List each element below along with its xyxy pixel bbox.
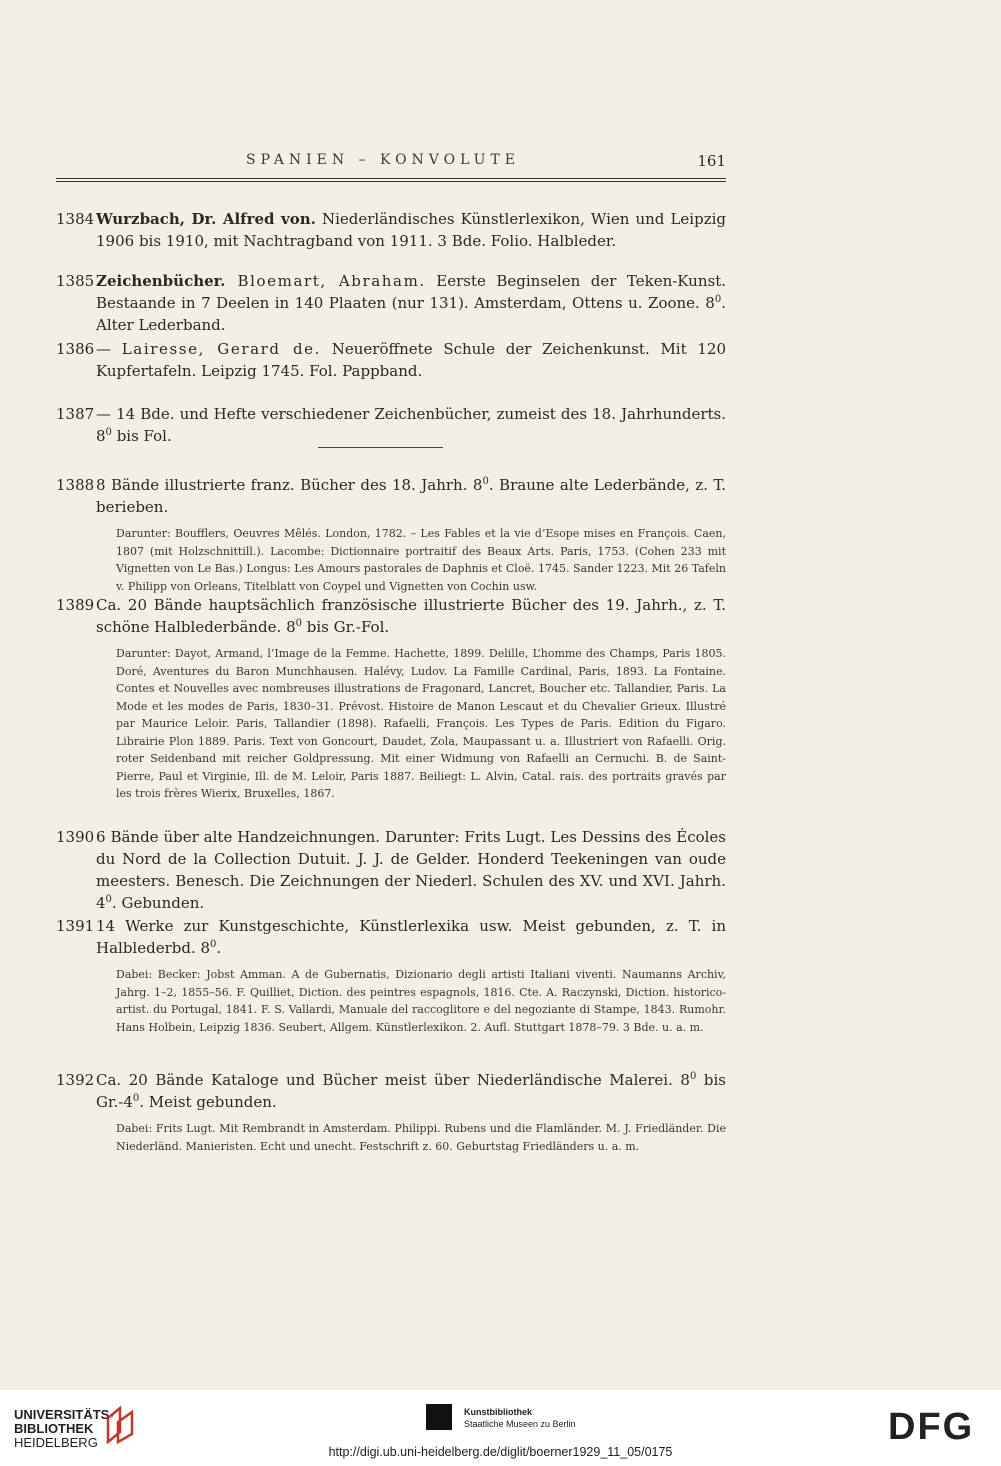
entry-body-end: . Meist gebunden. [139, 1093, 277, 1111]
entry-body-end: bis Fol. [111, 427, 172, 445]
entry-text [96, 594, 726, 638]
lot-number: 1391 [56, 917, 95, 935]
section-separator [318, 447, 443, 448]
catalog-entry-1388 [56, 474, 726, 595]
lot-number: 1386 [56, 340, 95, 358]
entry-dash: — [96, 340, 122, 358]
degree-mark: 0 [482, 476, 489, 487]
degree-mark: 0 [689, 1071, 697, 1082]
degree-mark: 0 [210, 939, 217, 950]
catalog-entry-1390 [56, 826, 726, 914]
catalog-entry-1391 [56, 915, 726, 1036]
lot-number: 1384 [56, 210, 95, 228]
entry-body: 6 Bände über alte Handzeichnungen. Darunter: Frits Lugt. Les Dessins des Écoles du Nord de la Collection Dutuit. J. J. de Gelder. Honderd Teekeningen van oude meesters. Benesch. Die Zeichnungen der Niederl. Schulen des XV. und XVI. Jahrh. 4 [96, 828, 726, 912]
lot-number: 1392 [56, 1071, 95, 1089]
entry-note: Dabei: Becker: Jobst Amman. A de Gubernatis, Dizionario degli artisti Italiani viventi. Naumanns Archiv, Jahrg. 1–2, 1855–56. F. Quilliet, Diction. des peintres espagnols, 1816. Cte. A. Raczynski, Diction. historico-artist. du Portugal, 1841. F. S. Vallardi, Manuale del raccoglitore e del negoziante di Stampe, 1843. Rumohr. Hans Holbein, Leipzig 1836. Seubert, Allgem. Künstlerlexikon. 2. Aufl. Stuttgart 1878–79. 3 Bde. u. a. m. [116, 968, 726, 1034]
ub-line-2: BIBLIOTHEK [14, 1421, 94, 1436]
entry-body: — 14 Bde. und Hefte verschiedener Zeichenbücher, zumeist des 18. Jahrhunderts. 8 [96, 405, 726, 445]
entry-text [96, 208, 726, 252]
entry-body: 14 Werke zur Kunstgeschichte, Künstlerlexika usw. Meist gebunden, z. T. in Halblederbd. 8 [96, 917, 726, 957]
catalog-entry-1387 [56, 403, 726, 447]
entry-author: Bloemart, Abraham. [225, 272, 426, 290]
lot-number: 1385 [56, 272, 95, 290]
running-title: SPANIEN – KONVOLUTE [246, 152, 521, 168]
entry-body-end: . Alter Lederband. [96, 294, 726, 334]
entry-body: Ca. 20 Bände Kataloge und Bücher meist über Niederländische Malerei. 8 [96, 1071, 690, 1089]
degree-mark: 0 [105, 894, 112, 905]
degree-mark: 0 [105, 427, 112, 438]
entry-body-end: bis Gr.-Fol. [301, 618, 390, 636]
lot-number: 1387 [56, 405, 95, 423]
entry-body-end: . [216, 939, 222, 957]
page-number: 161 [697, 152, 726, 170]
catalog-entry-1384 [56, 208, 726, 252]
entry-text [96, 826, 726, 914]
entry-note: Darunter: Dayot, Armand, l’Image de la Femme. Hachette, 1899. Delille, L’homme des Champs, Paris 1805. Doré, Aventures du Baron Munchhausen. Halévy, Ludov. La Famille Cardinal, Paris, 1893. La Fontaine. Contes et Nouvelles avec nombreuses illustrations de Fragonard, Lancret, Boucher etc. Tallandier, Paris. La Mode et les modes de Paris, 1830–31. Prévost. Histoire de Manon Lescaut et du Chevalier Grieux. Illustré par Maurice Leloir. Paris, Tallandier (1898). Rafaelli, François. Les Types de Paris. Edition du Figaro. Librairie Plon 1889. Paris. Text von Goncourt, Daudet, Zola, Maupassant u. a. Illustriert von Rafaelli. Orig. roter Seidenband mit reicher Goldpressung. Mit einer Widmung von Rafaelli an Cernuchi. B. de Saint-Pierre, Paul et Virginie, Ill. de M. Leloir, Paris 1887. Beiliegt: L. Alvin, Catal. rais. des portraits gravés par les trois frères Wierix, Bruxelles, 1867. [116, 647, 726, 800]
entry-text [96, 474, 726, 518]
lot-number: 1388 [56, 476, 95, 494]
ub-line-1: UNIVERSITÄTS- [14, 1407, 114, 1422]
lot-number: 1389 [56, 596, 95, 614]
entry-text [96, 403, 726, 447]
entry-body-mid: bis Gr.-4 [96, 1071, 726, 1111]
ub-line-3: HEIDELBERG [14, 1435, 98, 1450]
ub-heidelberg-logo-icon [104, 1404, 140, 1444]
entry-text [96, 1069, 726, 1113]
footer-bar [0, 1390, 1001, 1466]
degree-mark: 0 [714, 294, 722, 305]
kb-line-1: Kunstbibliothek [464, 1407, 532, 1417]
permalink-url[interactable]: http://digi.ub.uni-heidelberg.de/diglit/boerner1929_11_05/0175 [328, 1445, 673, 1459]
entry-body: Eerste Beginselen der Teken-Kunst. Bestaande in 7 Deelen in 140 Plaaten (nur 131). Amsterdam, Ottens u. Zoone. 8 [96, 272, 726, 312]
kunstbibliothek-logo-icon [426, 1404, 452, 1430]
entry-text [96, 915, 726, 959]
dfg-logo[interactable]: DFG [888, 1406, 975, 1448]
catalog-entry-1386 [56, 338, 726, 382]
header-rule-top [56, 178, 726, 179]
entry-text [96, 270, 726, 336]
kb-line-2: Staatliche Museen zu Berlin [464, 1419, 576, 1429]
degree-mark: 0 [132, 1093, 140, 1104]
entry-body: Ca. 20 Bände hauptsächlich französische illustrierte Bücher des 19. Jahrh., z. T. schöne Halblederbände. 8 [96, 596, 726, 636]
entry-body-end: . Gebunden. [111, 894, 205, 912]
lot-number: 1390 [56, 828, 95, 846]
entry-note: Darunter: Boufflers, Oeuvres Mêlés. London, 1782. – Les Fables et la vie d’Esope mises en François. Caen, 1807 (mit Holzschnittill.). Lacombe: Dictionnaire portraitif des Beaux Arts. Paris, 1753. (Cohen 233 mit Vignetten von Le Bas.) Longus: Les Amours pastorales de Daphnis et Cloë. 1745. Sander 1223. Mit 26 Tafeln v. Philipp von Orleans, Titelblatt von Coypel und Vignetten von Cochin usw. [116, 527, 726, 593]
entry-body: Neueröffnete Schule der Zeichenkunst. Mit 120 Kupfertafeln. Leipzig 1745. Fol. Pappband. [96, 340, 727, 380]
entry-text [96, 338, 726, 382]
entry-body: Niederländisches Künstlerlexikon, Wien und Leipzig 1906 bis 1910, mit Nachtragband von 1911. 3 Bde. Folio. Halbleder. [96, 210, 727, 250]
kunstbibliothek-logo-text[interactable] [464, 1406, 576, 1430]
degree-mark: 0 [295, 618, 302, 629]
ub-heidelberg-logo-text[interactable] [14, 1408, 114, 1450]
entry-body: 8 Bände illustrierte franz. Bücher des 18. Jahrh. 8 [96, 476, 483, 494]
running-head [56, 152, 726, 174]
entry-lead: Zeichenbücher. [96, 272, 226, 290]
entry-author: Lairesse, Gerard de. [121, 340, 322, 358]
catalog-entry-1392 [56, 1069, 726, 1155]
header-rule-bottom [56, 181, 726, 182]
catalog-entry-1389 [56, 594, 726, 803]
entry-note: Dabei: Frits Lugt. Mit Rembrandt in Amsterdam. Philippi. Rubens und die Flamländer. M. J. Friedländer. Die Niederländ. Manieristen. Echt und unecht. Festschrift z. 60. Geburtstag Friedländers u. a. m. [116, 1122, 726, 1153]
entry-lead: Wurzbach, Dr. Alfred von. [96, 210, 316, 228]
entry-body-end: . Braune alte Lederbände, z. T. berieben. [96, 476, 726, 516]
catalog-entry-1385 [56, 270, 726, 336]
